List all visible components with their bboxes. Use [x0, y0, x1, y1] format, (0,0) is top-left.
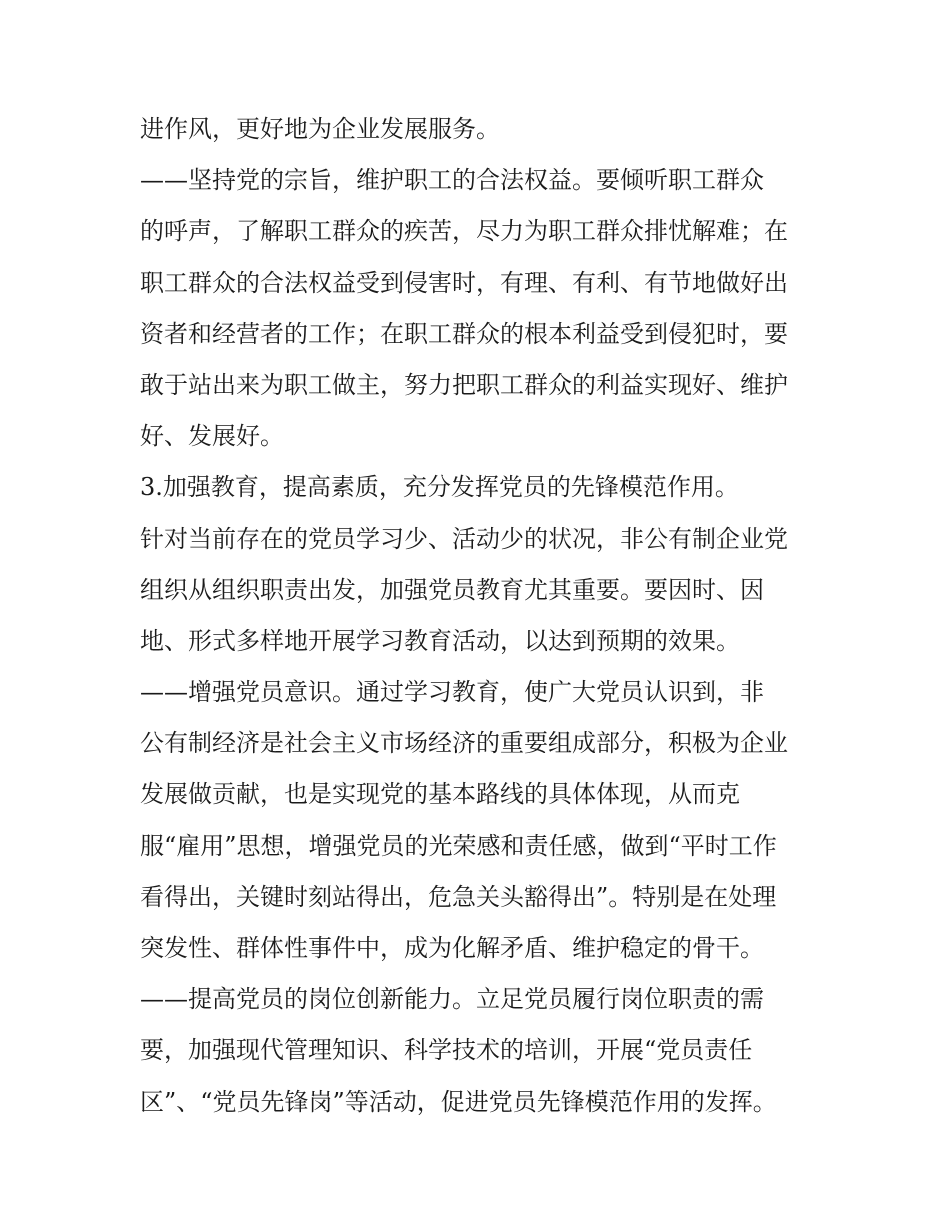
- text-line: 组织从组织职责出发，加强党员教育尤其重要。要因时、因: [140, 575, 764, 604]
- text-line: 区”、“党员先锋岗”等活动，促进党员先锋模范作用的发挥。: [140, 1087, 777, 1116]
- text-line: 资者和经营者的工作；在职工群众的根本利益受到侵犯时，要: [140, 319, 788, 348]
- text-line: 发展做贡献，也是实现党的基本路线的具体体现，从而克: [140, 780, 740, 809]
- text-line: 的呼声，了解职工群众的疾苦，尽力为职工群众排忧解难；在: [140, 217, 788, 246]
- text-line: 服“雇用”思想，增强党员的光荣感和责任感，做到“平时工作: [140, 831, 777, 860]
- text-line: 进作风，更好地为企业发展服务。: [140, 115, 500, 143]
- text-line: 地、形式多样地开展学习教育活动，以达到预期的效果。: [140, 626, 740, 655]
- text-line: 职工群众的合法权益受到侵害时，有理、有利、有节地做好出: [140, 268, 788, 297]
- text-line: ——提高党员的岗位创新能力。立足党员履行岗位职责的需: [140, 985, 764, 1014]
- text-line: 公有制经济是社会主义市场经济的重要组成部分，积极为企业: [140, 729, 788, 758]
- text-line: 针对当前存在的党员学习少、活动少的状况，非公有制企业党: [140, 524, 788, 553]
- text-line: 看得出，关键时刻站得出，危急关头豁得出”。特别是在处理: [140, 882, 777, 911]
- body-text: [140, 104, 820, 1128]
- text-line: 突发性、群体性事件中，成为化解矛盾、维护稳定的骨干。: [140, 934, 764, 962]
- text-line: 要，加强现代管理知识、科学技术的培训，开展“党员责任: [140, 1036, 753, 1065]
- text-line: ——增强党员意识。通过学习教育，使广大党员认识到，非: [140, 678, 764, 707]
- text-line: ——坚持党的宗旨，维护职工的合法权益。要倾听职工群众: [140, 166, 764, 195]
- text-line: 敢于站出来为职工做主，努力把职工群众的利益实现好、维护: [140, 370, 788, 399]
- section-heading: 3.加强教育，提高素质，充分发挥党员的先锋模范作用。: [140, 473, 739, 502]
- text-line: 好、发展好。: [140, 422, 284, 451]
